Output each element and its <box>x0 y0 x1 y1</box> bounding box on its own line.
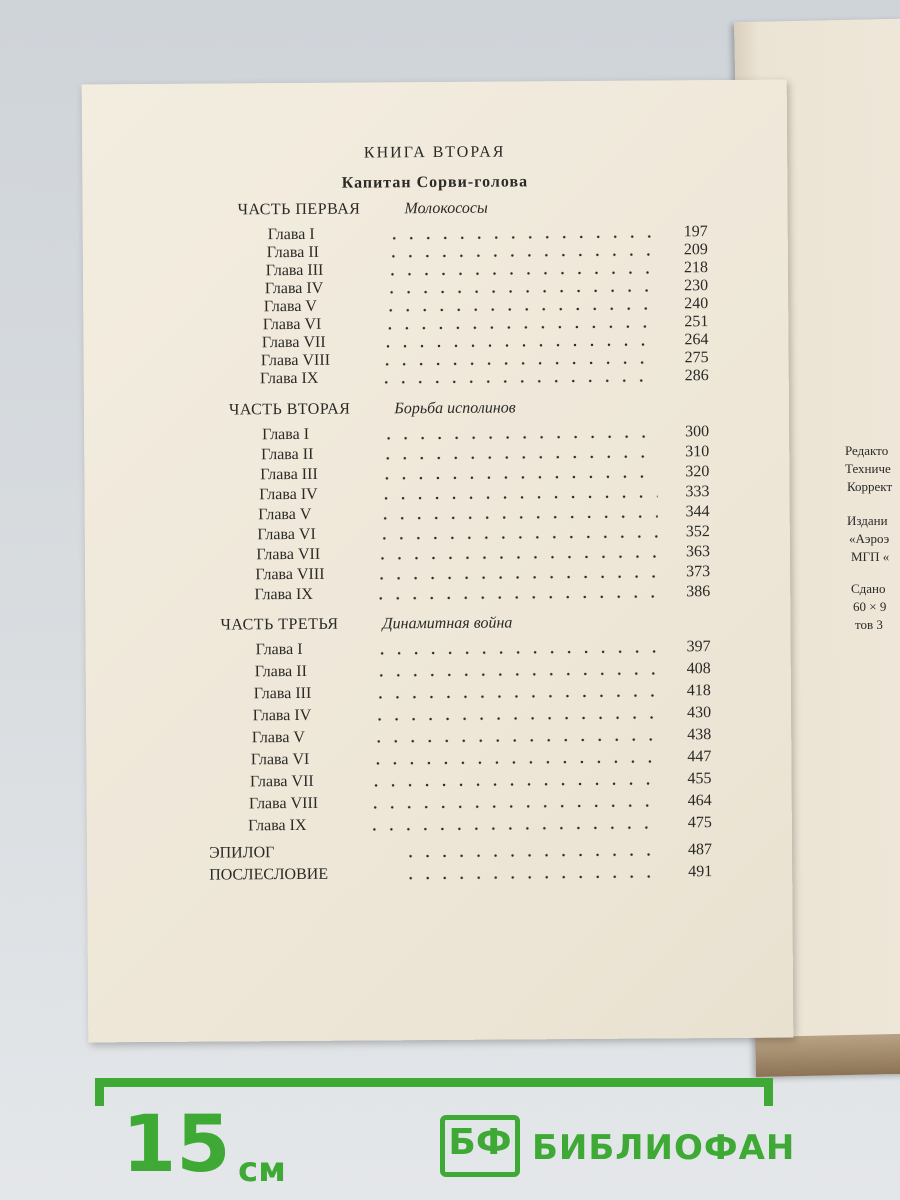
dot-leader <box>372 522 658 544</box>
chapter-label: Глава VIII <box>255 565 325 584</box>
page-number: 344 <box>685 503 710 521</box>
chapter-label: Глава IX <box>254 585 313 604</box>
part-name: Динамитная война <box>382 614 513 633</box>
toc-row <box>250 769 712 792</box>
chapter-label: Глава VI <box>262 315 322 334</box>
chapter-label: Глава IX <box>259 369 319 388</box>
adjacent-page-line: «Аэроэ <box>849 531 890 546</box>
page-number: 230 <box>684 277 709 295</box>
part-name: Борьба исполинов <box>394 399 516 418</box>
dot-leader <box>373 502 658 524</box>
adjacent-page-line: Редакто <box>845 443 889 458</box>
logo-name: БИБЛИОФАН <box>532 1128 796 1168</box>
section-label: ЭПИЛОГ <box>208 844 275 862</box>
part-heading <box>229 399 516 419</box>
chapter-label: Глава VI <box>250 750 310 769</box>
page-number: 475 <box>687 814 712 832</box>
page-edge <box>755 1033 900 1077</box>
toc-row <box>255 659 711 682</box>
page-number: 430 <box>686 704 712 722</box>
part-name: Молокососы <box>404 199 488 218</box>
page-number: 447 <box>687 748 712 766</box>
dot-leader <box>367 725 660 747</box>
table-of-contents <box>82 80 794 1043</box>
page-number: 320 <box>685 463 710 481</box>
adjacent-page-line: Издани <box>847 513 888 528</box>
chapter-label: Глава VII <box>256 545 321 564</box>
book-title: КНИГА ВТОРАЯ <box>363 143 506 162</box>
chapter-label: Глава III <box>265 261 324 280</box>
chapter-label: Глава VII <box>261 333 326 352</box>
toc-row <box>254 681 711 704</box>
dot-leader <box>364 791 660 813</box>
toc-row <box>251 747 712 770</box>
adjacent-page-line: Техниче <box>845 461 891 476</box>
part-label: ЧАСТЬ ВТОРАЯ <box>228 400 351 419</box>
toc-row <box>209 862 712 886</box>
dot-leader <box>374 482 657 504</box>
toc-row <box>252 725 712 748</box>
toc-row <box>249 791 712 814</box>
page-number: 408 <box>686 660 711 678</box>
chapter-label: Глава III <box>253 684 312 703</box>
dot-leader <box>363 813 660 835</box>
chapter-label: Глава II <box>254 662 307 681</box>
toc-row <box>209 840 712 864</box>
chapter-label: Глава IV <box>264 279 324 298</box>
chapter-label: Глава V <box>258 505 312 524</box>
dot-leader <box>371 637 659 659</box>
page-number: 310 <box>685 443 710 461</box>
page-number: 386 <box>686 583 711 601</box>
page-number: 286 <box>684 367 709 385</box>
page-number: 418 <box>686 682 711 700</box>
page-number: 240 <box>684 295 709 313</box>
adjacent-page-line: тов 3 <box>855 617 883 632</box>
page-number: 333 <box>685 483 710 501</box>
page-number: 251 <box>684 313 709 331</box>
page-number: 209 <box>683 241 708 259</box>
dot-leader <box>370 562 658 584</box>
chapter-label: Глава II <box>266 243 320 262</box>
logo-mark-icon: БФ <box>440 1115 520 1177</box>
book-page <box>82 80 794 1043</box>
chapter-label: Глава IV <box>252 706 312 725</box>
dot-leader <box>376 442 657 464</box>
page-number: 491 <box>688 863 713 881</box>
dot-leader <box>399 840 660 862</box>
chapter-label: Глава V <box>251 728 306 747</box>
page-number: 218 <box>683 259 709 277</box>
page-number: 197 <box>683 223 708 241</box>
toc-row <box>256 637 711 660</box>
toc-row <box>253 703 711 726</box>
chapter-label: Глава IV <box>259 485 318 504</box>
part-label: ЧАСТЬ ТРЕТЬЯ <box>220 615 339 634</box>
dot-leader <box>369 681 659 703</box>
chapter-label: Глава I <box>262 425 310 444</box>
dot-leader <box>375 462 657 484</box>
toc-row <box>260 366 709 389</box>
dot-leader <box>368 703 659 725</box>
dot-leader <box>365 769 660 791</box>
page-number: 487 <box>687 841 713 859</box>
dot-leader <box>377 422 657 444</box>
chapter-label: Глава VIII <box>248 794 319 813</box>
toc-row <box>254 582 710 605</box>
chapter-label: Глава IX <box>247 816 307 835</box>
adjacent-page-line: Коррект <box>847 479 893 494</box>
page-number: 352 <box>685 523 710 541</box>
chapter-label: Глава I <box>267 225 315 244</box>
section-label: ПОСЛЕСЛОВИЕ <box>209 865 329 884</box>
dot-leader <box>371 542 658 564</box>
dot-leader <box>370 659 659 681</box>
adjacent-page-line: 60 × 9 <box>853 599 887 614</box>
ruler-number: 15 <box>122 1100 231 1190</box>
chapter-label: Глава I <box>255 640 303 659</box>
page-number: 464 <box>687 792 712 810</box>
part-label: ЧАСТЬ ПЕРВАЯ <box>237 200 361 219</box>
page-number: 455 <box>687 770 712 788</box>
dot-leader <box>399 862 660 884</box>
page-number: 438 <box>687 726 712 744</box>
chapter-label: Глава III <box>260 465 318 484</box>
part-heading <box>220 614 512 634</box>
page-number: 300 <box>685 423 710 441</box>
page-number: 363 <box>685 543 710 561</box>
chapter-label: Глава VIII <box>260 351 331 370</box>
page-number: 275 <box>684 349 709 367</box>
page-number: 264 <box>684 331 709 349</box>
page-number: 373 <box>686 563 711 581</box>
dot-leader <box>375 366 657 388</box>
adjacent-page-line: Сдано <box>851 581 886 596</box>
chapter-label: Глава II <box>261 445 314 464</box>
dot-leader <box>369 582 658 604</box>
chapter-label: Глава VII <box>249 772 314 791</box>
ruler-unit: см <box>238 1150 286 1190</box>
book-subtitle: Капитан Сорви-голова <box>341 173 529 192</box>
adjacent-page-line: МГП « <box>851 549 890 564</box>
chapter-label: Глава V <box>263 297 318 316</box>
dot-leader <box>366 747 660 769</box>
part-heading <box>237 200 487 220</box>
chapter-label: Глава VI <box>257 525 316 544</box>
page-number: 397 <box>686 638 711 656</box>
toc-row <box>248 813 712 836</box>
